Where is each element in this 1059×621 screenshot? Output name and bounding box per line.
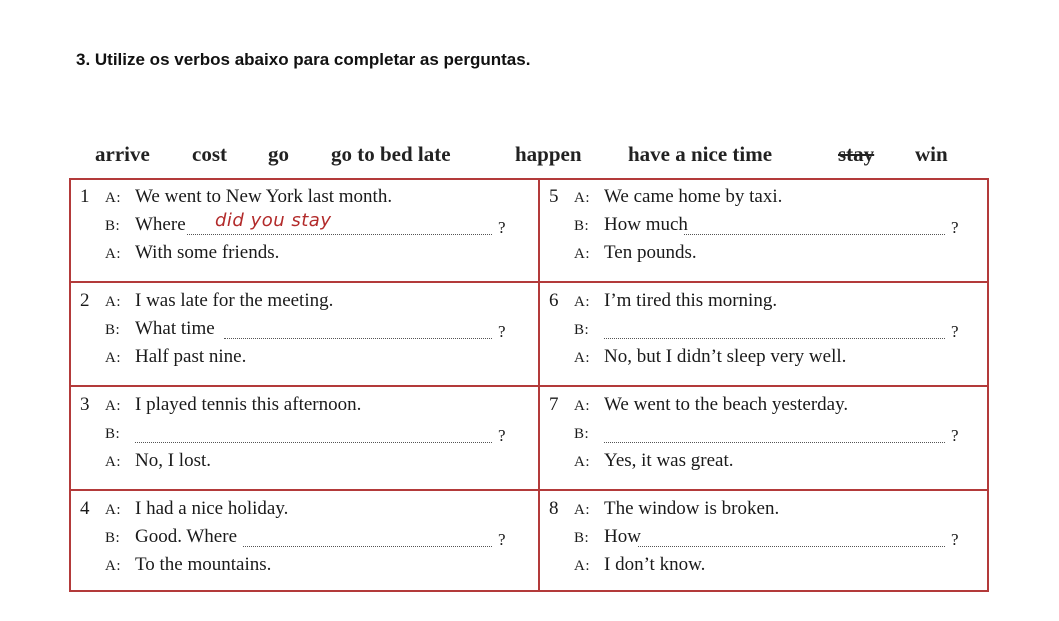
exercise-item-5 [538,184,1000,286]
line-a-answer: I don’t know. [604,554,706,575]
line-a-question: We went to New York last month. [135,186,393,207]
line-b-prompt: How [604,526,641,547]
question-mark: ? [498,322,506,341]
question-mark: ? [951,530,959,549]
speaker-a-label: A: [574,558,590,574]
speaker-b-label: B: [574,218,590,234]
answer-blank[interactable] [187,234,492,235]
answer-blank[interactable] [604,338,945,339]
speaker-a-label: A: [105,502,121,518]
speaker-b-label: B: [574,530,590,546]
question-mark: ? [498,530,506,549]
exercise-item-3 [69,392,531,494]
line-a-question: We came home by taxi. [604,186,783,207]
handwritten-answer: did you stay [215,210,332,231]
line-a-answer: No, but I didn’t sleep very well. [604,346,847,367]
word-bank-item: cost [192,142,227,166]
speaker-a-label: A: [574,350,590,366]
word-bank-item: win [915,142,948,166]
exercise-item-2 [69,288,531,390]
word-bank-item: go to bed late [331,142,451,166]
line-a-answer: No, I lost. [135,450,211,471]
speaker-a-label: A: [105,190,121,206]
speaker-b-label: B: [574,426,590,442]
speaker-a-label: A: [574,398,590,414]
speaker-a-label: A: [105,454,121,470]
speaker-a-label: A: [105,398,121,414]
speaker-a-label: A: [574,246,590,262]
line-a-question: I was late for the meeting. [135,290,334,311]
answer-blank[interactable] [135,442,492,443]
line-a-answer: Yes, it was great. [604,450,734,471]
item-number: 8 [549,498,559,519]
line-a-answer: To the mountains. [135,554,272,575]
exercise-item-6 [538,288,1000,390]
speaker-b-label: B: [105,322,121,338]
speaker-a-label: A: [105,350,121,366]
exercise-item-4 [69,496,531,598]
speaker-b-label: B: [574,322,590,338]
question-mark: ? [498,426,506,445]
word-bank-item-used: stay [838,142,875,166]
line-a-answer: Half past nine. [135,346,247,367]
answer-blank[interactable] [224,338,492,339]
item-number: 7 [549,394,559,415]
speaker-a-label: A: [574,190,590,206]
exercise-item-1 [69,184,531,286]
line-a-question: I’m tired this morning. [604,290,778,311]
answer-blank[interactable] [243,546,492,547]
line-a-question: I played tennis this afternoon. [135,394,362,415]
speaker-a-label: A: [105,246,121,262]
line-a-question: We went to the beach yesterday. [604,394,849,415]
line-b-prompt: What time [135,318,215,339]
line-b-prompt: How much [604,214,688,235]
line-a-question: I had a nice holiday. [135,498,289,519]
question-mark: ? [951,426,959,445]
answer-blank[interactable] [684,234,945,235]
question-mark: ? [951,218,959,237]
word-bank-item: arrive [95,142,150,166]
word-bank-item: happen [515,142,582,166]
answer-blank[interactable] [604,442,945,443]
item-number: 2 [80,290,90,311]
speaker-a-label: A: [105,558,121,574]
line-b-prompt: Where [135,214,186,235]
item-number: 6 [549,290,559,311]
speaker-a-label: A: [105,294,121,310]
item-number: 3 [80,394,90,415]
question-mark: ? [951,322,959,341]
speaker-b-label: B: [105,218,121,234]
speaker-b-label: B: [105,426,121,442]
word-bank-item: have a nice time [628,142,773,166]
line-a-question: The window is broken. [604,498,780,519]
item-number: 4 [80,498,90,519]
exercise-item-8 [538,496,1000,598]
speaker-a-label: A: [574,454,590,470]
speaker-b-label: B: [105,530,121,546]
line-a-answer: With some friends. [135,242,280,263]
question-mark: ? [498,218,506,237]
item-number: 5 [549,186,559,207]
word-bank-item: go [268,142,289,166]
exercise-item-7 [538,392,1000,494]
answer-blank[interactable] [638,546,945,547]
item-number: 1 [80,186,90,207]
line-b-prompt: Good. Where [135,526,238,547]
line-a-answer: Ten pounds. [604,242,697,263]
speaker-a-label: A: [574,502,590,518]
speaker-a-label: A: [574,294,590,310]
exercise-heading: 3. Utilize os verbos abaixo para completar as perguntas. [76,50,531,69]
